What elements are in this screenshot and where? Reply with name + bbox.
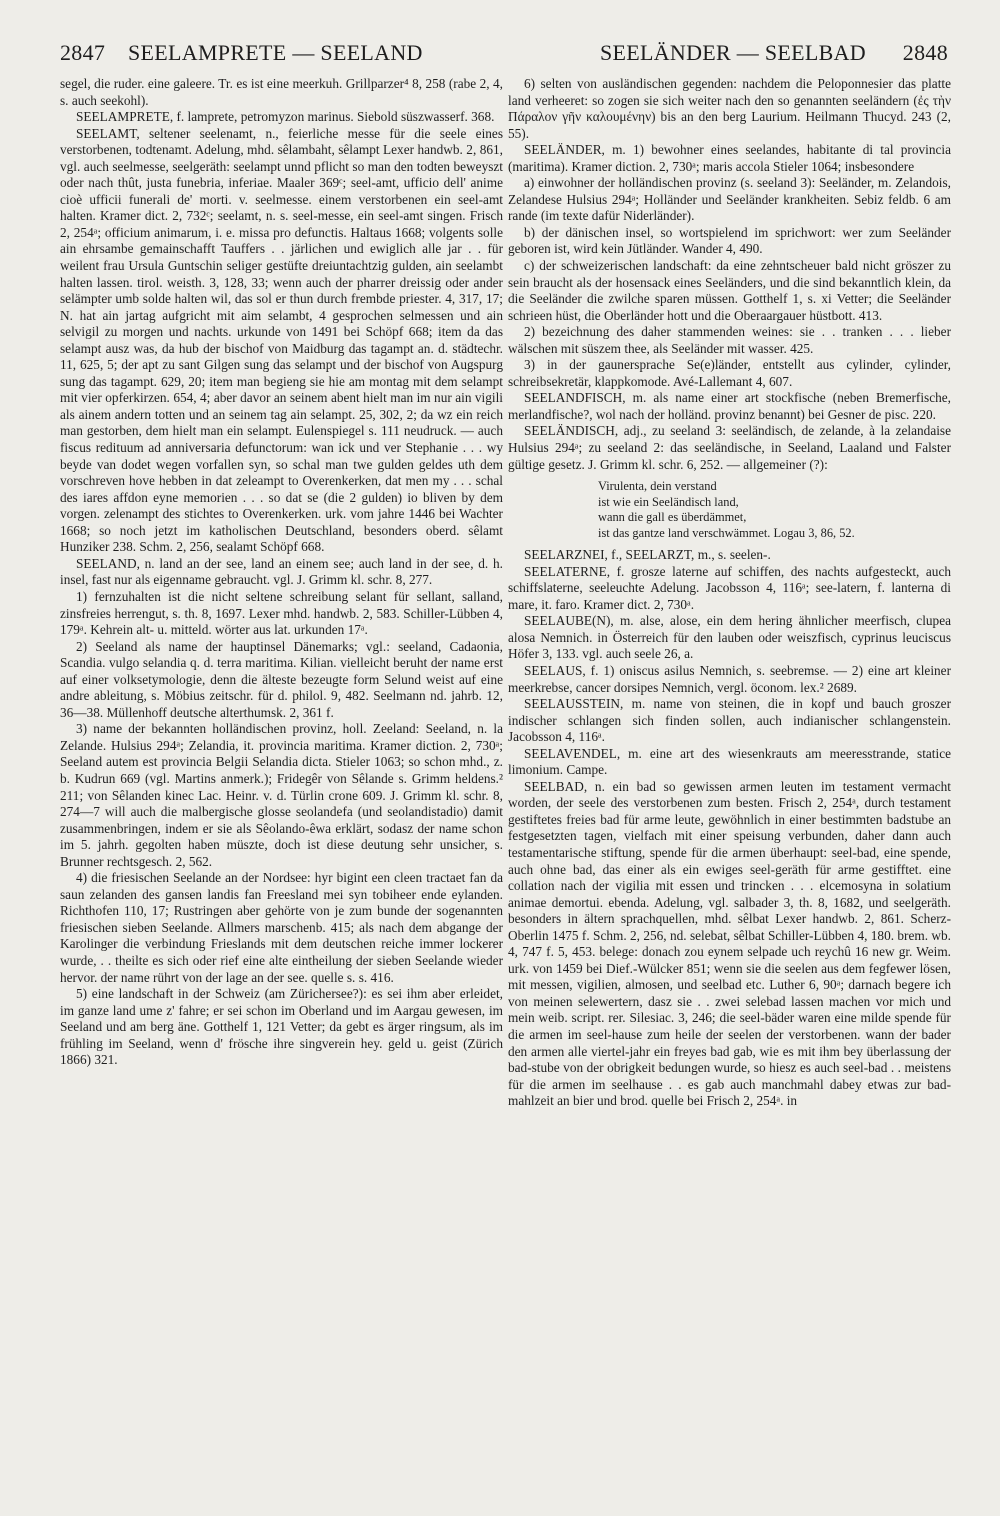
right-running-title: SEELÄNDER — SEELBAD	[599, 40, 866, 65]
entry-seelausstein: SEELAUSSTEIN, m. name von steinen, die in kopf und bauch groszer indischer schlangen sich finden sollen, auch indianischer schlangenstein. Jacobsson 4, 116ᵃ.	[508, 696, 951, 745]
entry-seeland-sense-5: 5) eine landschaft in der Schweiz (am Zürichersee?): es sei ihm aber erleidet, im ganze land ume z' fahre; er sei schon im Oberland und im Aargau gewesen, im Seeland und am berg äne. Gotthelf 1, 121 Vetter; da gebt es ärger ringsum, als im frühling im Seeland, wenn d' frösche ihre singverein hey. geld u. geist (Zürich 1866) 321.	[60, 986, 503, 1068]
entry-seelavendel: SEELAVENDEL, m. eine art des wiesenkrauts am meeresstrande, statice limonium. Campe.	[508, 745, 951, 778]
entry-seelbad: SEELBAD, n. ein bad so gewissen armen leuten im testament vermacht worden, der seele des verstorbenen zum besten. Frisch 2, 254ᵃ, durch testament gestiftetes freies bad für arme leute, gewöhnlich in einer bestimmten badstube an festgesetzten tagen, vielfach mit einer speisung verbunden, daher dann auch testamentarische stiftung, spende für die armen überhaupt: seel-bad, eine spende, auch ohne bad, das einer als ein ewiges seel-geräth für arme gestifftet. eine collation nach der vigilia mit essen und trincken . . . elcemosyna in solatium animae demortui. ebenda. Adelung, vgl. salbader 3, th. 8, 1682, und seelgeräth. besonders in ältern sprachquellen, mhd. sêlbat Lexer handwb. 2, 861. Scherz-Oberlin 1475 f. Schm. 2, 256, nd. selebat, sêlbat Schiller-Lübben 4, 180. brem. wb. 4, 747 f. 5, 453. belege: donach zou eynem selpade uch reychû 16 new gr. Weim. urk. von 1459 bei Dief.-Wülcker 851; wenn sie die seelen aus dem fegfewer lösen, mit messen, vigilien, almosen, und seelbad etc. Luther 6, 90ᵃ; darnach begere ich von meinen selewertern, dasz sie . . zwei selebad lassen machen vor mich und mein weib. script. rer. Silesiac. 3, 246; die seel-bäder waren eine milde spende für die armen im seel-hause zum heile der seelen der verstorbenen. wann der bader den armen alle viertel-jahr ein freyes bad gab, wie es mit ihm bey überlassung der bad-stube von der obrigkeit bedungen wurde, so hiesz es auch seel-bad . . meistens für die armen im seelhause . . es gab auch manchmahl dabey etwas zur bad-mahlzeit an bier und brod. quelle bei Frisch 2, 254ᵃ. in	[508, 778, 951, 1109]
left-column	[60, 76, 503, 1496]
entry-seelaterne: SEELATERNE, f. grosze laterne auf schiffen, des nachts aufgesteckt, auch schiffslaterne, seeleuchte Adelung. Jacobsson 4, 116ᵃ; see-latern, f. lanterna di mare, it. faro. Kramer dict. 2, 730ᵃ.	[508, 563, 951, 612]
entry-seelaender-b: b) der dänischen insel, so wortspielend im sprichwort: wer zum Seeländer geboren ist, wird kein Jütländer. Wander 4, 490.	[508, 224, 951, 257]
entry-seelandfisch: SEELANDFISCH, m. als name einer art stockfische (neben Bremerfische, merlandfische?, wol nach der holländ. provinz benannt) bei Gesner de pisc. 220.	[508, 390, 951, 422]
entry-seelaender: SEELÄNDER, m. 1) bewohner eines seelandes, habitante di tal provincia (maritima). Kramer diction. 2, 730ᵃ; maris accola Stieler 1064; insbesondere	[508, 142, 951, 174]
entry-continuation: segel, die ruder. eine galeere. Tr. es ist eine meerkuh. Grillparzer⁴ 8, 258 (rabe 2, 4, s. auch seekohl).	[60, 76, 503, 108]
entry-seelamprete: SEELAMPRETE, f. lamprete, petromyzon marinus. Siebold süszwasserf. 368.	[76, 109, 495, 125]
entry-seelaender-2: 2) bezeichnung des daher stammenden weines: sie . . tranken . . . lieber wälschen mit süszem thee, als Seeländer mit wasser. 425.	[508, 324, 951, 356]
entry-seeland-sense-1: 1) fernzuhalten ist die nicht seltene schreibung selant für sellant, salland, zinsfreies herrengut, s. th. 8, 1697. Lexer mhd. handwb. 2, 583. Schiller-Lübben 4, 179ᵃ. Kehrein alt- u. mitteld. wörter aus lat. urkunden 17ᵃ.	[60, 588, 503, 638]
poem-line: wann die gall es überdämmet,	[598, 510, 747, 525]
entry-seelauben: SEELAUBE(N), m. alse, alose, ein dem hering ähnlicher meerfisch, clupea alosa Nemnich. in Österreich für den lauben oder weiszfisch, cyprinus leuciscus Höfer 3, 133. vgl. auch seele 26, a.	[508, 613, 951, 662]
entry-seelamt: SEELAMT, seltener seelenamt, n., feierliche messe für die seele eines verstorbenen, todtenamt. Adelung, mhd. sêlambaht, sêlampt Lexer handwb. 2, 861, vgl. auch seelmesse, seelgeräth: seelampt unnd pflicht so man den todten beweyszt oder nach thût, justa funebria, inferiae. Maaler 369ᶜ; seel-amt, ufficio dell' anime cioè ufficii funerali de' morti. v. seelmesse. einem verstorbenen ein seel-amt halten. Kramer dict. 2, 732ᶜ; seelamt, n. s. seel-messe, ein seel-amt singen. Frisch 2, 254ᵃ; officium animarum, i. e. missa pro defunctis. Haltaus 1668; volgents solle ain ehrsambe gemainschafft Tauffers . . järlichen und ewiglich alle jar . . für weilent frau Ursula Guntschin seliger gestüfte dreiuntachtzig gulden, ain seelambt halten lassen. tirol. weisth. 3, 128, 33; wenn auch der pharrer dreissig oder ander selämpter umb solde halten wil, das sol er thun durch frembde priester. 4, 317, 17; N. hat ain jartag aufgricht mit aim selambt, 4 gesprochen selmessen und ain selvigil zu morgen und nachts. urkunde von 1491 bei Schöpf 668; item da das selampt ausz was, da hub der bischof von Maidburg das tagampt an. d. städtechr. 11, 625, 5; der apt zu sant Gilgen sung das selampt und der bischof von Augspurg sung das tagampt. 629, 20; item man begieng sie hie am montag mit dem selampt mit vier opferkirzen. 654, 4; aber davor an seinem abent hielt man im nur ain vigili als ainem andern totten und an seinem tag ain selampt. 25, 302, 2; da wz ein reich man gestorben, dem hielt man ein selampt. Eulenspiegel s. 111 neudruck. — auch fiscus redituum ad anniversaria defunctorum: wan ick und ver Stephanie . . . wy beyde van dodet wegen vorfallen syn, so schal man twe gulden geldes uth dem vorschreven hove hebben in dat zeleampt to Overenkerken, dat men my . . . schal des iares affdon eyne memorien . . . so dat se (die 2 gulden) io bliven by dem vorgen. zelenampt des stichtes to Overenkerken. urk. vom jahre 1446 bei Wachter 1668; so noch jetzt im katholischen Deutschland, besonders oberd. sêlamt Hunziker 238. Schm. 2, 256, sealamt Schöpf 668.	[60, 125, 503, 555]
entry-seelarznei: SEELARZNEI, f., SEELARZT, m., s. seelen-.	[524, 547, 771, 563]
page-header	[60, 40, 948, 70]
entry-seeland-sense-4: 4) die friesischen Seelande an der Nordsee: hyr bigint een cleen tractaet fan da saun zelanden des gansen landis fan Freesland mei syn tobiheer ende eylanden. Richthofen 110, 17; Rustringen aber gehörte von je zum bunde der sogenannten friesischen sieben Seelande. Allmers marschenb. 415; als nach dem abgange der Karolinger die verbindung Frieslands mit dem deutschen reiche immer lockerer wurde, . . theilte es sich oder rief eine alte eintheilung der sieben Seelande wieder hervor. der name rührt von der lage an der see. quelle s. s. 416.	[60, 870, 503, 985]
entry-seelaender-a: a) einwohner der holländischen provinz (s. seeland 3): Seeländer, m. Zelandois, Zelandese Hulsius 294ᵃ; Holländer und Seeländer krankheiten. Sebiz feldb. 6 am rande (im texte dafür Niderländer).	[508, 175, 951, 224]
entry-seeland-sense-6: 6) selten von ausländischen gegenden: nachdem die Peloponnesier das platte land verheeret: so zogen sie sich weiter nach den so genannten seeländern (ἐς τὴν Πάραλον γῆν καλουμένην) bis an den berg Laurium. Heilmann Thucyd. 243 (2, 55).	[508, 76, 951, 141]
right-page-number: 2848	[902, 40, 948, 65]
entry-seeland-sense-3: 3) name der bekannten holländischen provinz, holl. Zeeland: Seeland, n. la Zelande. Hulsius 294ᵃ; Zelandia, it. provincia maritima. Kramer diction. 2, 730ᵃ; Seeland autem est provincia Belgii Selandia dicta. Stieler 1063; so schon mhd., z. b. Kudrun 669 (vgl. Martins anmerk.); Fridegêr von Sêlande s. Grimm heldens.² 211; von Sêlanden kinec Lac. Heinr. v. d. Türlin crone 609. J. Grimm kl. schr. 8, 274—7 will auch die malbergische glosse seolandefa (und seolandistadio) damit zusammenbringen, indem er sie als Sêolando-êwa erklärt, sodasz der name schon im 5. jahrh. gegolten haben müszte, doch ist diese deutung sehr unsicher, s. Brunner rechtsgesch. 2, 562.	[60, 721, 503, 869]
poem-line: ist wie ein Seeländisch land,	[598, 494, 739, 509]
right-column	[508, 76, 951, 1496]
poem-line: ist das gantze land verschwämmet. Logau 3, 86, 52.	[598, 525, 855, 540]
entry-seelaender-3: 3) in der gaunersprache Se(e)länder, entstellt aus cylinder, cylinder, schreibsekretär, klappkomode. Avé-Lallemant 4, 607.	[508, 357, 951, 389]
left-running-title: SEELAMPRETE — SEELAND	[128, 40, 423, 65]
left-page-number: 2847	[60, 40, 106, 65]
entry-seeland-sense-2: 2) Seeland als name der hauptinsel Dänemarks; vgl.: seeland, Cadaonia, Scandia. vulgo selandia q. d. terra maritima. Kilian. vielleicht beruht der name erst auf einer volksetymologie, denn die älteste bezeugte form Selund weist auf eine andre ableitung, s. Möbius zeitschr. für d. philol. 9, 482. Seelmann nd. jahrb. 12, 36—38. Müllenhoff deutsche alterthumsk. 2, 361 f.	[60, 638, 503, 720]
entry-seelaendisch: SEELÄNDISCH, adj., zu seeland 3: seeländisch, de zelande, à la zelandaise Hulsius 294ᵃ; zu seeland 2: das seeländische, in Seeland, Laaland und Falster gültige gesetz. J. Grimm kl. schr. 6, 252. — allgemeiner (?):	[508, 423, 951, 472]
entry-seelaus: SEELAUS, f. 1) oniscus asilus Nemnich, s. seebremse. — 2) eine art kleiner meerkrebse, cancer dorsipes Nemnich, vergl. öconom. lex.² 2689.	[508, 662, 951, 695]
entry-seeland: SEELAND, n. land an der see, land an einem see; auch land in der see, d. h. insel, fast nur als eigenname gebraucht. vgl. J. Grimm kl. schr. 8, 277.	[60, 555, 503, 588]
poem-line: Virulenta, dein verstand	[598, 479, 717, 494]
poem-quotation	[598, 479, 951, 541]
entry-seelaender-c: c) der schweizerischen landschaft: da eine zehntscheuer bald nicht gröszer zu sein braucht als der hosensack eines Seeländers, und die sind bekanntlich klein, da die Seeländer die zwilche sparen müssen. Gotthelf 1, s. xi Vetter; die Seeländer schrieen hüst, die Oberländer hott und die Oberaargauer hüstbott. 413.	[508, 258, 951, 323]
